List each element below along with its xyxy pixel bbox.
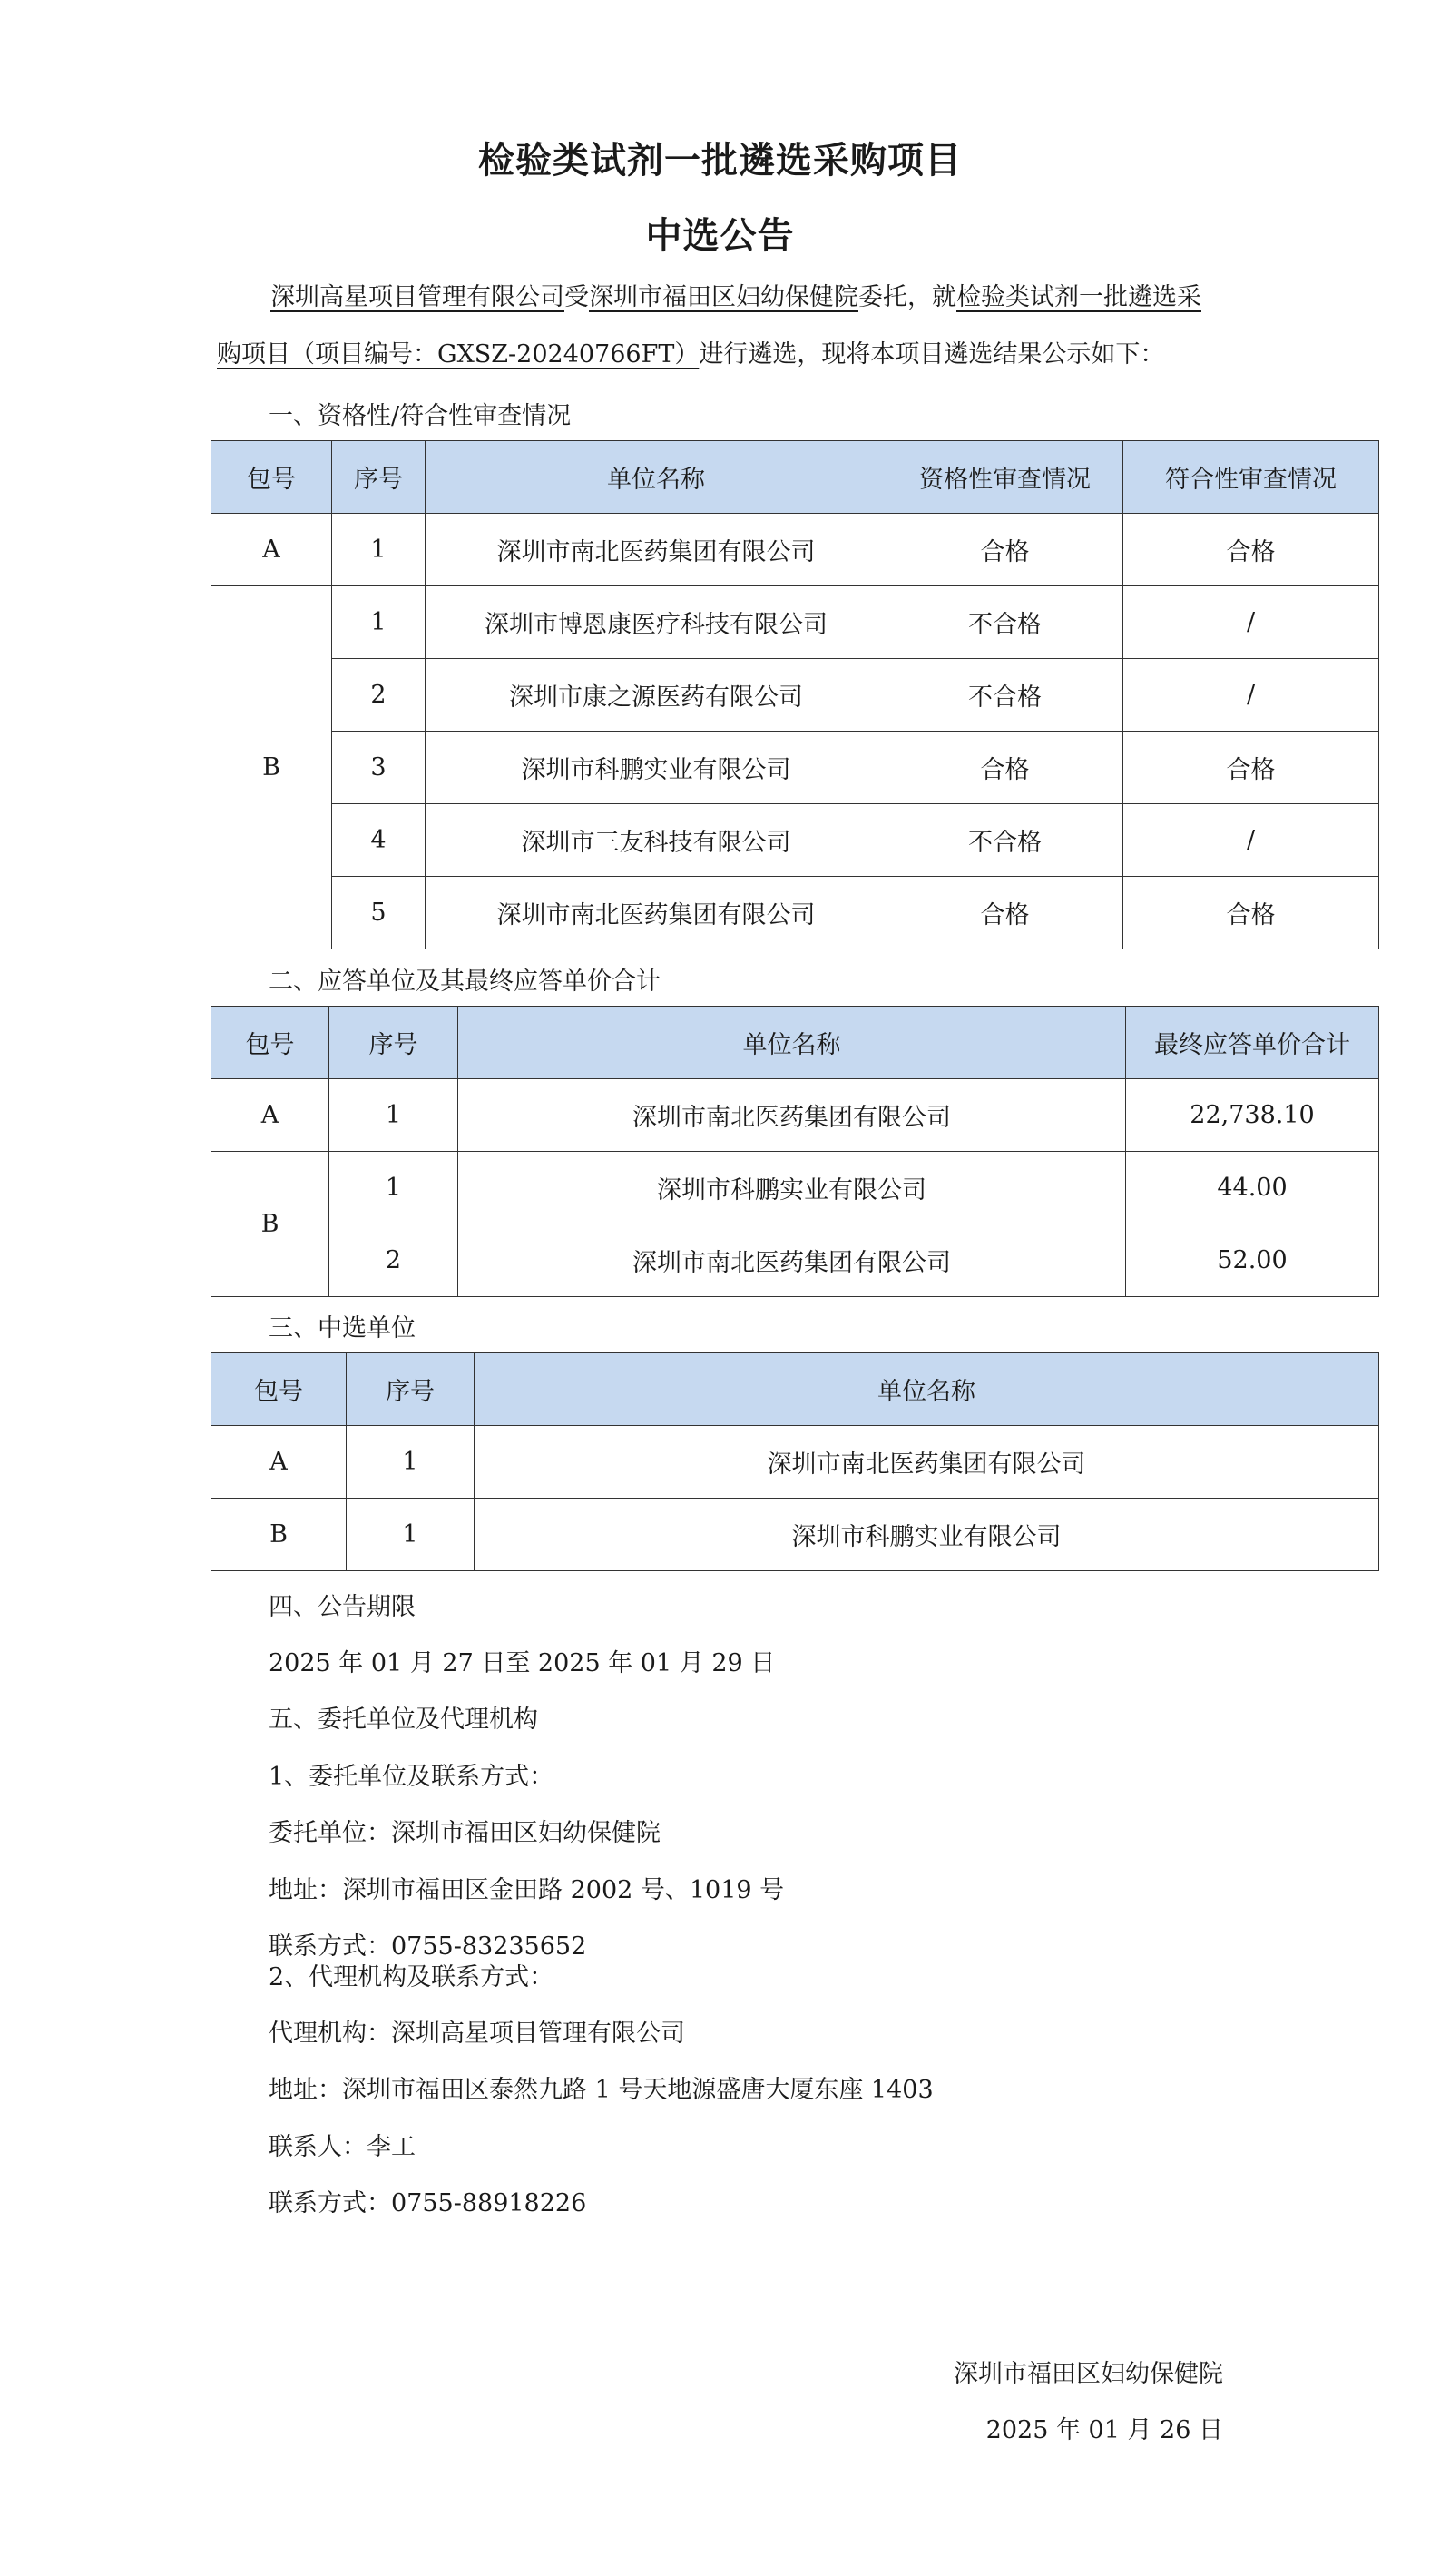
intro-paragraph-line2 [217,339,1164,371]
section2-heading: 二、应答单位及其最终应答单价合计 [269,968,661,996]
agency-subheading: 2、代理机构及联系方式： [269,1963,554,1991]
seq-cell: 2 [329,1224,458,1297]
conformity-cell: / [1123,586,1379,659]
unit-name-cell: 深圳市南北医药集团有限公司 [475,1426,1379,1499]
table-row [211,1499,1379,1571]
header-conformity: 符合性审查情况 [1123,441,1379,514]
table-row [211,1224,1379,1297]
header-final-price: 最终应答单价合计 [1126,1007,1379,1079]
unit-name-cell: 深圳市南北医药集团有限公司 [426,877,887,949]
intro-result-text: 进行遴选，现将本项目遴选结果公示如下： [699,340,1165,369]
seq-cell: 3 [332,732,426,804]
price-table-header [211,1007,1379,1079]
package-cell: A [211,514,332,586]
client-name-underlined: 深圳市福田区妇幼保健院 [589,283,858,311]
header-unit-name: 单位名称 [458,1007,1126,1079]
client-subheading: 1、委托单位及联系方式： [269,1763,554,1791]
unit-name-cell: 深圳市科鹏实业有限公司 [475,1499,1379,1571]
intro-entrust-text: 委托，就 [858,283,956,311]
review-table [211,440,1379,949]
intro-connector: 受 [564,283,589,311]
client-unit: 委托单位：深圳市福田区妇幼保健院 [269,1819,661,1847]
header-qualification: 资格性审查情况 [887,441,1123,514]
unit-name-cell: 深圳市南北医药集团有限公司 [458,1224,1126,1297]
project-code-underlined: 购项目（项目编号：GXSZ-20240766FT） [217,340,700,369]
seq-cell: 1 [329,1152,458,1224]
agency-name-underlined: 深圳高星项目管理有限公司 [270,283,564,311]
table-row [211,1152,1379,1224]
package-cell: A [211,1079,329,1152]
unit-name-cell: 深圳市南北医药集团有限公司 [458,1079,1126,1152]
review-table-header [211,441,1379,514]
section1-heading: 一、资格性/符合性审查情况 [269,402,572,430]
seq-cell: 1 [347,1426,475,1499]
client-contact: 联系方式：0755-83235652 [269,1932,587,1961]
client-address: 地址：深圳市福田区金田路 2002 号、1019 号 [269,1876,785,1904]
conformity-cell: / [1123,804,1379,877]
signature-org: 深圳市福田区妇幼保健院 [954,2360,1223,2388]
header-unit-name: 单位名称 [475,1353,1379,1426]
seq-cell: 1 [332,514,426,586]
seq-cell: 1 [347,1499,475,1571]
seq-cell: 5 [332,877,426,949]
header-seq: 序号 [347,1353,475,1426]
header-package: 包号 [211,1353,347,1426]
winner-table-header [211,1353,1379,1426]
seq-cell: 1 [329,1079,458,1152]
table-row [211,1079,1379,1152]
header-seq: 序号 [332,441,426,514]
price-cell: 52.00 [1126,1224,1379,1297]
announcement-period: 2025 年 01 月 27 日至 2025 年 01 月 29 日 [269,1649,776,1677]
price-cell: 44.00 [1126,1152,1379,1224]
header-package: 包号 [211,1007,329,1079]
announcement-title: 检验类试剂一批遴选采购项目 [478,140,962,182]
table-row [211,659,1379,732]
intro-paragraph-line1 [270,281,1201,314]
conformity-cell: 合格 [1123,732,1379,804]
unit-name-cell: 深圳市博恩康医疗科技有限公司 [426,586,887,659]
header-package: 包号 [211,441,332,514]
qualification-cell: 合格 [887,732,1123,804]
seq-cell: 2 [332,659,426,732]
agency-name: 代理机构：深圳高星项目管理有限公司 [269,2020,685,2048]
qualification-cell: 合格 [887,514,1123,586]
price-table [211,1006,1379,1297]
price-cell: 22,738.10 [1126,1079,1379,1152]
unit-name-cell: 深圳市科鹏实业有限公司 [426,732,887,804]
package-cell: B [211,1152,329,1297]
unit-name-cell: 深圳市科鹏实业有限公司 [458,1152,1126,1224]
agency-contact: 联系方式：0755-88918226 [269,2189,587,2217]
table-row [211,1426,1379,1499]
table-row [211,586,1379,659]
qualification-cell: 不合格 [887,586,1123,659]
header-unit-name: 单位名称 [426,441,887,514]
qualification-cell: 不合格 [887,804,1123,877]
unit-name-cell: 深圳市三友科技有限公司 [426,804,887,877]
project-name-underlined: 检验类试剂一批遴选采 [956,283,1201,311]
conformity-cell: 合格 [1123,877,1379,949]
conformity-cell: / [1123,659,1379,732]
header-seq: 序号 [329,1007,458,1079]
section3-heading: 三、中选单位 [269,1314,416,1342]
package-cell: B [211,1499,347,1571]
seq-cell: 1 [332,586,426,659]
agency-address: 地址：深圳市福田区泰然九路 1 号天地源盛唐大厦东座 1403 [269,2076,934,2104]
unit-name-cell: 深圳市康之源医药有限公司 [426,659,887,732]
conformity-cell: 合格 [1123,514,1379,586]
table-row [211,732,1379,804]
qualification-cell: 合格 [887,877,1123,949]
agency-contact-person: 联系人：李工 [269,2133,416,2161]
table-row [211,514,1379,586]
unit-name-cell: 深圳市南北医药集团有限公司 [426,514,887,586]
table-row [211,877,1379,949]
seq-cell: 4 [332,804,426,877]
package-cell: A [211,1426,347,1499]
qualification-cell: 不合格 [887,659,1123,732]
package-cell: B [211,586,332,949]
section4-heading: 四、公告期限 [269,1593,416,1621]
table-row [211,804,1379,877]
winner-table [211,1352,1379,1571]
section5-heading: 五、委托单位及代理机构 [269,1706,538,1734]
announcement-subtitle: 中选公告 [645,215,795,257]
signature-date: 2025 年 01 月 26 日 [985,2416,1223,2444]
